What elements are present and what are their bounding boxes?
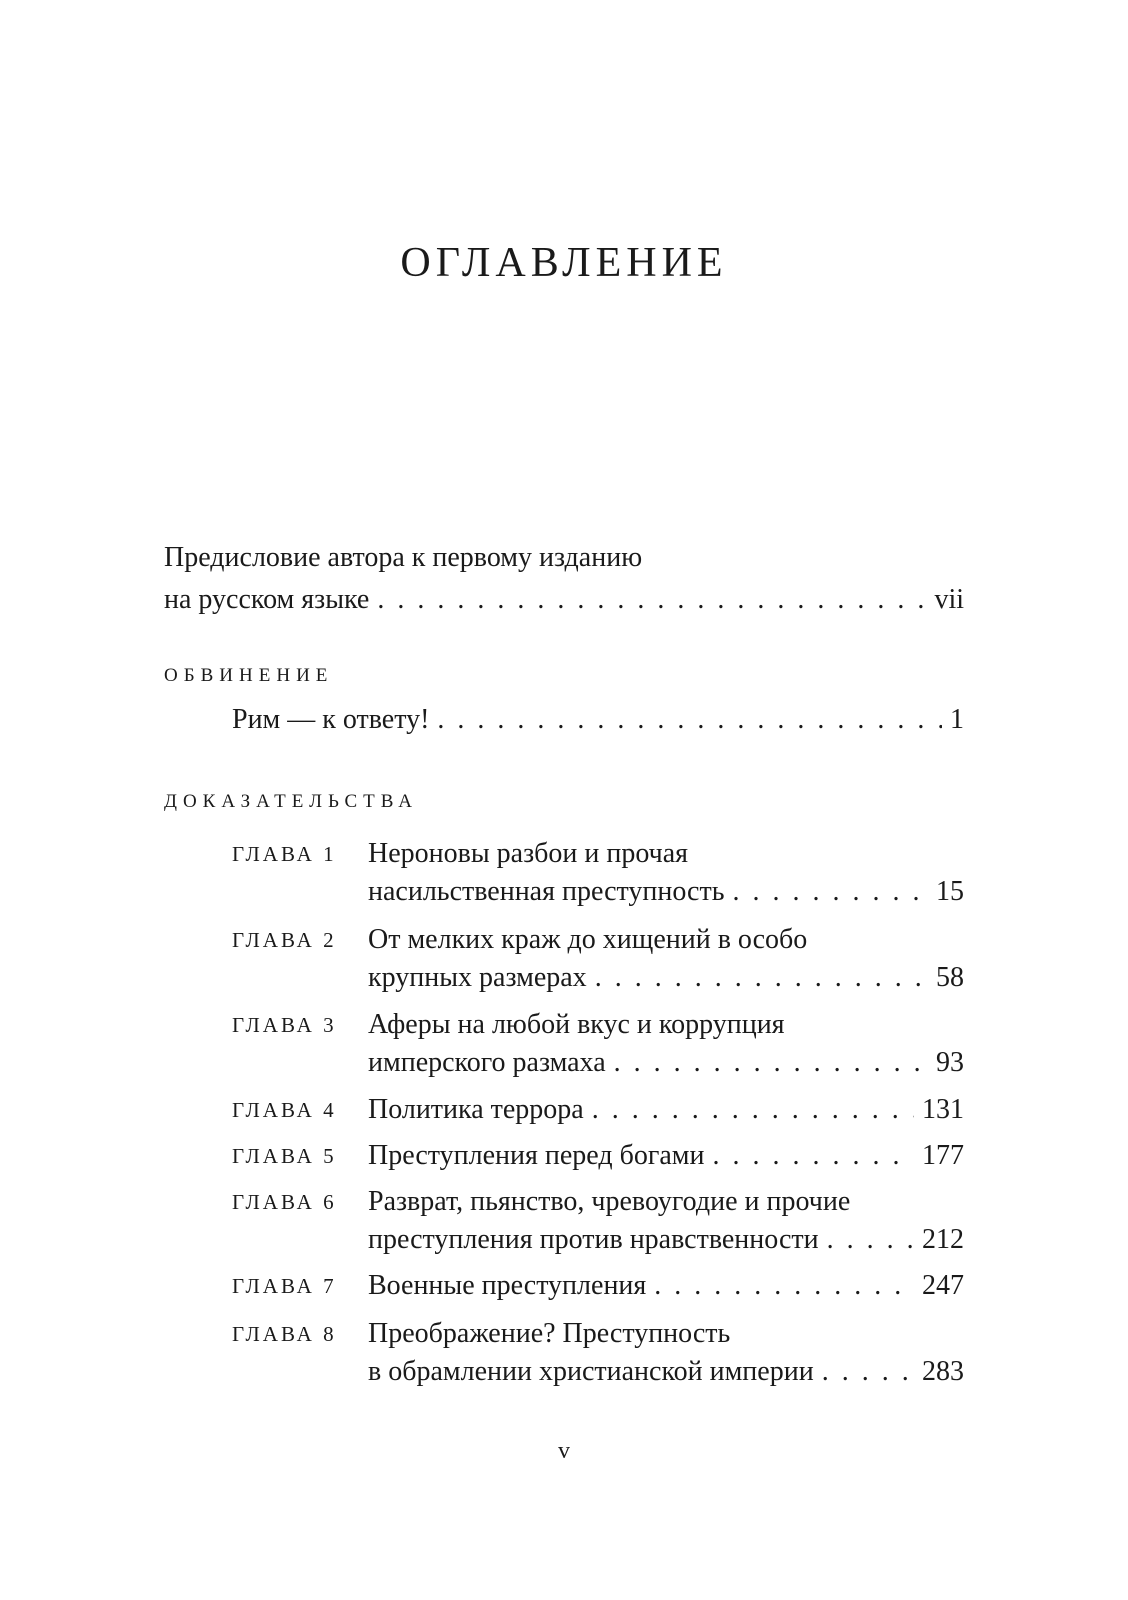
toc-entry-title: Предисловие автора к первому изданию (164, 542, 643, 573)
chapter-label: ГЛАВА 3 (232, 1013, 337, 1037)
toc-entry-title: насильственная преступность (368, 876, 725, 907)
toc-entry-title: Разврат, пьянство, чревоугодие и прочие (368, 1186, 851, 1217)
page-number: 131 (922, 1094, 964, 1125)
toc-entry-title: От мелких краж до хищений в особо (368, 924, 808, 955)
chapter-label: ГЛАВА 5 (232, 1144, 337, 1168)
toc-entry-title: в обрамлении христианской империи (368, 1356, 814, 1387)
dot-leader (733, 874, 929, 910)
toc-entry-title: имперского размаха (368, 1047, 606, 1078)
page-title: ОГЛАВЛЕНИЕ (400, 240, 728, 286)
dot-leader (712, 1138, 914, 1174)
dot-leader (827, 1222, 914, 1258)
dot-leader (377, 582, 926, 618)
dot-leader (614, 1045, 928, 1081)
chapter-label: ГЛАВА 2 (232, 928, 337, 952)
page-number: 58 (936, 962, 964, 993)
toc-entry-title: Аферы на любой вкус и коррупция (368, 1009, 785, 1040)
page-number: 247 (922, 1270, 964, 1301)
toc-entry-title: Военные преступления (368, 1270, 647, 1301)
page-number: 283 (922, 1356, 964, 1387)
page-number: 177 (922, 1140, 964, 1171)
dot-leader (437, 702, 942, 738)
chapter-label: ГЛАВА 8 (232, 1322, 337, 1346)
toc-entry-title: Политика террора (368, 1094, 584, 1125)
dot-leader (592, 1092, 914, 1128)
toc-entry-title: Преображение? Преступность (368, 1318, 731, 1349)
dot-leader (654, 1268, 914, 1304)
toc-entry-title: на русском языке (164, 584, 370, 615)
page-number: vii (934, 584, 964, 615)
page-number: 1 (950, 704, 964, 735)
dot-leader (822, 1354, 914, 1390)
toc-entry-title: Нероновы разбои и прочая (368, 838, 689, 869)
page-number: 212 (922, 1224, 964, 1255)
chapter-label: ГЛАВА 1 (232, 842, 337, 866)
chapter-label: ГЛАВА 7 (232, 1274, 337, 1298)
toc-entry-title: Преступления перед богами (368, 1140, 705, 1171)
page-folio: v (558, 1438, 570, 1464)
dot-leader (595, 960, 928, 996)
toc-entry-title: преступления против нравственности (368, 1224, 819, 1255)
toc-entry-title: Рим — к ответу! (232, 704, 430, 735)
page-number: 93 (936, 1047, 964, 1078)
chapter-label: ГЛАВА 4 (232, 1098, 337, 1122)
chapter-label: ГЛАВА 6 (232, 1190, 337, 1214)
page-number: 15 (936, 876, 964, 907)
section-heading: ДОКАЗАТЕЛЬСТВА (164, 791, 418, 812)
section-heading: ОБВИНЕНИЕ (164, 665, 334, 686)
toc-entry-title: крупных размерах (368, 962, 587, 993)
